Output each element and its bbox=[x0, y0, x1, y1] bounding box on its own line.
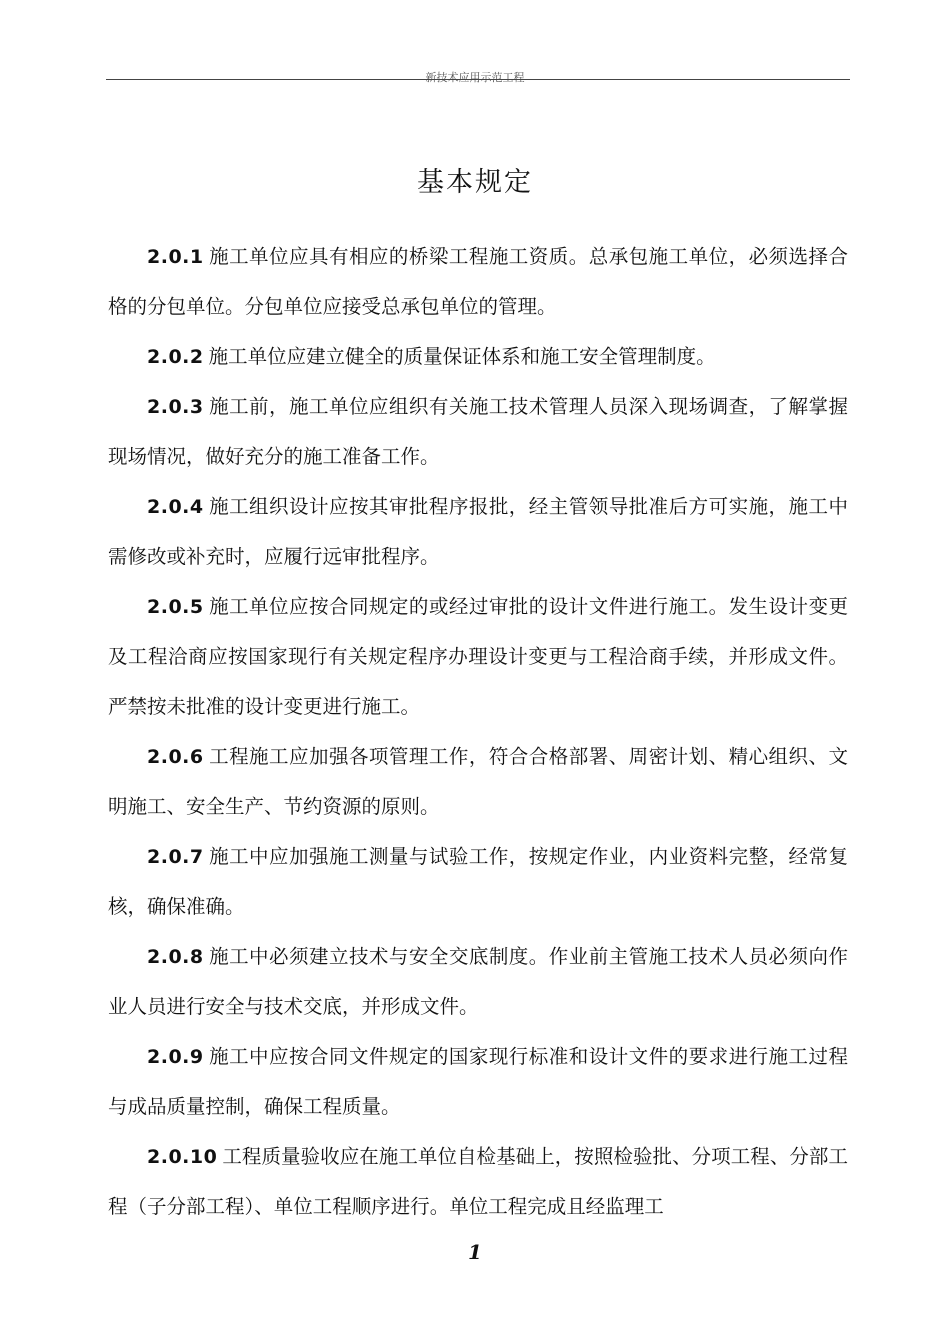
document-body bbox=[108, 232, 848, 1232]
clause-number: 2.0.2 bbox=[147, 346, 204, 368]
clause-text: 施工中应按合同文件规定的国家现行标准和设计文件的要求进行施工过程与成品质量控制，确保工程质量。 bbox=[108, 1045, 848, 1118]
clause-text: 施工单位应按合同规定的或经过审批的设计文件进行施工。发生设计变更及工程洽商应按国家现行有关规定程序办理设计变更与工程洽商手续，并形成文件。严禁按未批准的设计变更进行施工。 bbox=[108, 595, 848, 718]
clause-number: 2.0.8 bbox=[147, 946, 204, 968]
clause-text: 工程质量验收应在施工单位自检基础上，按照检验批、分项工程、分部工程（子分部工程）、单位工程顺序进行。单位工程完成且经监理工 bbox=[108, 1145, 848, 1218]
page-number: 1 bbox=[468, 1240, 482, 1264]
clause bbox=[108, 332, 848, 382]
clause-text: 施工组织设计应按其审批程序报批，经主管领导批准后方可实施，施工中需修改或补充时，应履行远审批程序。 bbox=[108, 495, 848, 568]
clause-number: 2.0.6 bbox=[147, 746, 204, 768]
page-title: 基本规定 bbox=[417, 167, 533, 198]
clause-number: 2.0.3 bbox=[147, 396, 204, 418]
clause-number: 2.0.9 bbox=[147, 1046, 204, 1068]
clause bbox=[108, 232, 848, 332]
clause-number: 2.0.10 bbox=[147, 1146, 218, 1168]
clause-number: 2.0.7 bbox=[147, 846, 204, 868]
clause bbox=[108, 1032, 848, 1132]
header-rule bbox=[106, 79, 850, 80]
clause bbox=[108, 832, 848, 932]
clause-text: 施工单位应建立健全的质量保证体系和施工安全管理制度。 bbox=[208, 345, 716, 368]
clause-number: 2.0.1 bbox=[147, 246, 204, 268]
clause bbox=[108, 582, 848, 732]
running-header: 新技术应用示范工程 bbox=[425, 71, 525, 84]
clause-text: 施工中必须建立技术与安全交底制度。作业前主管施工技术人员必须向作业人员进行安全与技术交底，并形成文件。 bbox=[108, 945, 848, 1018]
clause-text: 施工前，施工单位应组织有关施工技术管理人员深入现场调查，了解掌握现场情况，做好充分的施工准备工作。 bbox=[108, 395, 848, 468]
clause-text: 工程施工应加强各项管理工作，符合合格部署、周密计划、精心组织、文明施工、安全生产、节约资源的原则。 bbox=[108, 745, 848, 818]
clause bbox=[108, 732, 848, 832]
clause-text: 施工中应加强施工测量与试验工作，按规定作业，内业资料完整，经常复核，确保准确。 bbox=[108, 845, 848, 918]
clause-text: 施工单位应具有相应的桥梁工程施工资质。总承包施工单位，必须选择合格的分包单位。分包单位应接受总承包单位的管理。 bbox=[108, 245, 848, 318]
clause-number: 2.0.4 bbox=[147, 496, 204, 518]
clause bbox=[108, 932, 848, 1032]
clause bbox=[108, 482, 848, 582]
clause-number: 2.0.5 bbox=[147, 596, 204, 618]
clause bbox=[108, 382, 848, 482]
clause bbox=[108, 1132, 848, 1232]
